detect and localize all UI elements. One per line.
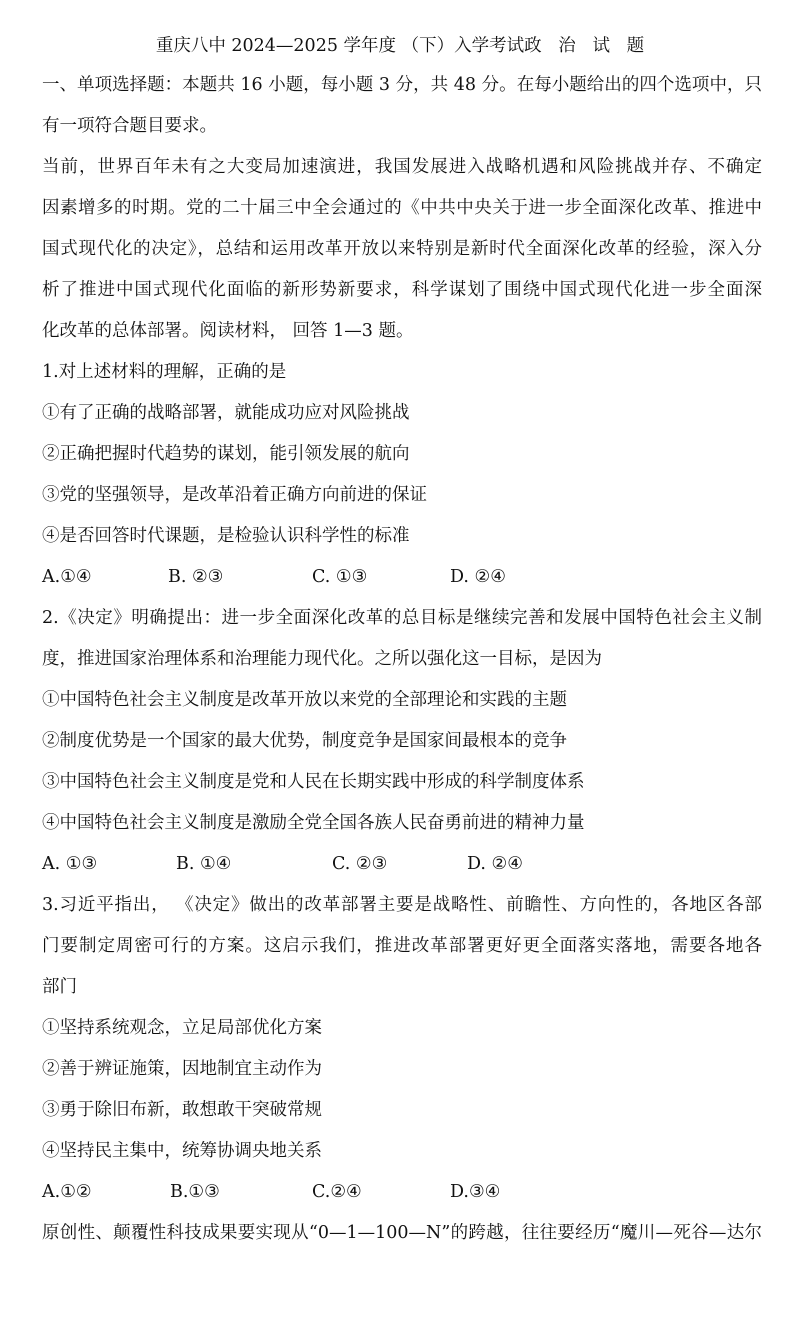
question-3-stem-line-1: 3.习近平指出， 《决定》做出的改革部署主要是战略性、前瞻性、方向性的，各地区各部 <box>42 895 762 915</box>
material-line-5: 化改革的总体部署。阅读材料， 回答 1—3 题。 <box>42 321 414 341</box>
exam-title: 重庆八中 2024—2025 学年度 （下）入学考试政 治 试 题 <box>155 36 645 56</box>
trailing-material-line: 原创性、颠覆性科技成果要实现从“0—1—100—N”的跨越，往往要经历“魔川—死谷—达尔 <box>42 1223 762 1243</box>
question-1-option-d: D. ②④ <box>450 567 506 587</box>
question-3-option-a: A.①② <box>42 1182 92 1202</box>
material-line-3: 国式现代化的决定》，总结和运用改革开放以来特别是新时代全面深化改革的经验，深入分 <box>42 239 762 259</box>
question-1-statement-4: ④是否回答时代课题，是检验认识科学性的标准 <box>42 526 410 546</box>
question-1-option-c: C. ①③ <box>312 567 368 587</box>
question-3-statement-1: ①坚持系统观念，立足局部优化方案 <box>42 1018 322 1038</box>
question-3-option-d: D.③④ <box>450 1182 501 1202</box>
material-line-2: 因素增多的时期。党的二十届三中全会通过的《中共中央关于进一步全面深化改革、推进中 <box>42 198 762 218</box>
question-3-option-b: B.①③ <box>170 1182 220 1202</box>
material-line-1: 当前，世界百年未有之大变局加速演进，我国发展进入战略机遇和风险挑战并存、不确定 <box>42 157 762 177</box>
question-3-stem-line-3: 部门 <box>42 977 77 997</box>
question-1-option-a: A.①④ <box>42 567 92 587</box>
question-1-statement-3: ③党的坚强领导，是改革沿着正确方向前进的保证 <box>42 485 427 505</box>
question-2-option-d: D. ②④ <box>467 854 523 874</box>
question-1-stem: 1.对上述材料的理解，正确的是 <box>42 362 287 382</box>
question-1-statement-1: ①有了正确的战略部署，就能成功应对风险挑战 <box>42 403 410 423</box>
question-2-option-a: A. ①③ <box>42 854 98 874</box>
question-2-stem-line-1: 2.《决定》明确提出：进一步全面深化改革的总目标是继续完善和发展中国特色社会主义制 <box>42 608 762 628</box>
section-header-line-2: 有一项符合题目要求。 <box>42 116 217 136</box>
question-3-option-c: C.②④ <box>312 1182 362 1202</box>
material-line-4: 析了推进中国式现代化面临的新形势新要求，科学谋划了围绕中国式现代化进一步全面深 <box>42 280 762 300</box>
question-3-statement-4: ④坚持民主集中，统筹协调央地关系 <box>42 1141 322 1161</box>
question-2-option-c: C. ②③ <box>332 854 388 874</box>
question-1-statement-2: ②正确把握时代趋势的谋划，能引领发展的航向 <box>42 444 410 464</box>
question-2-option-b: B. ①④ <box>176 854 232 874</box>
question-2-statement-4: ④中国特色社会主义制度是激励全党全国各族人民奋勇前进的精神力量 <box>42 813 585 833</box>
question-2-stem-line-2: 度，推进国家治理体系和治理能力现代化。之所以强化这一目标，是因为 <box>42 649 602 669</box>
question-2-statement-2: ②制度优势是一个国家的最大优势，制度竞争是国家间最根本的竞争 <box>42 731 567 751</box>
question-3-stem-line-2: 门要制定周密可行的方案。这启示我们，推进改革部署更好更全面落实落地，需要各地各 <box>42 936 762 956</box>
question-3-statement-3: ③勇于除旧布新，敢想敢干突破常规 <box>42 1100 322 1120</box>
question-2-statement-3: ③中国特色社会主义制度是党和人民在长期实践中形成的科学制度体系 <box>42 772 585 792</box>
question-1-option-b: B. ②③ <box>168 567 224 587</box>
question-3-statement-2: ②善于辨证施策，因地制宜主动作为 <box>42 1059 322 1079</box>
section-header-line-1: 一、单项选择题：本题共 16 小题，每小题 3 分，共 48 分。在每小题给出的四个选项中，只 <box>42 75 762 95</box>
question-2-statement-1: ①中国特色社会主义制度是改革开放以来党的全部理论和实践的主题 <box>42 690 567 710</box>
